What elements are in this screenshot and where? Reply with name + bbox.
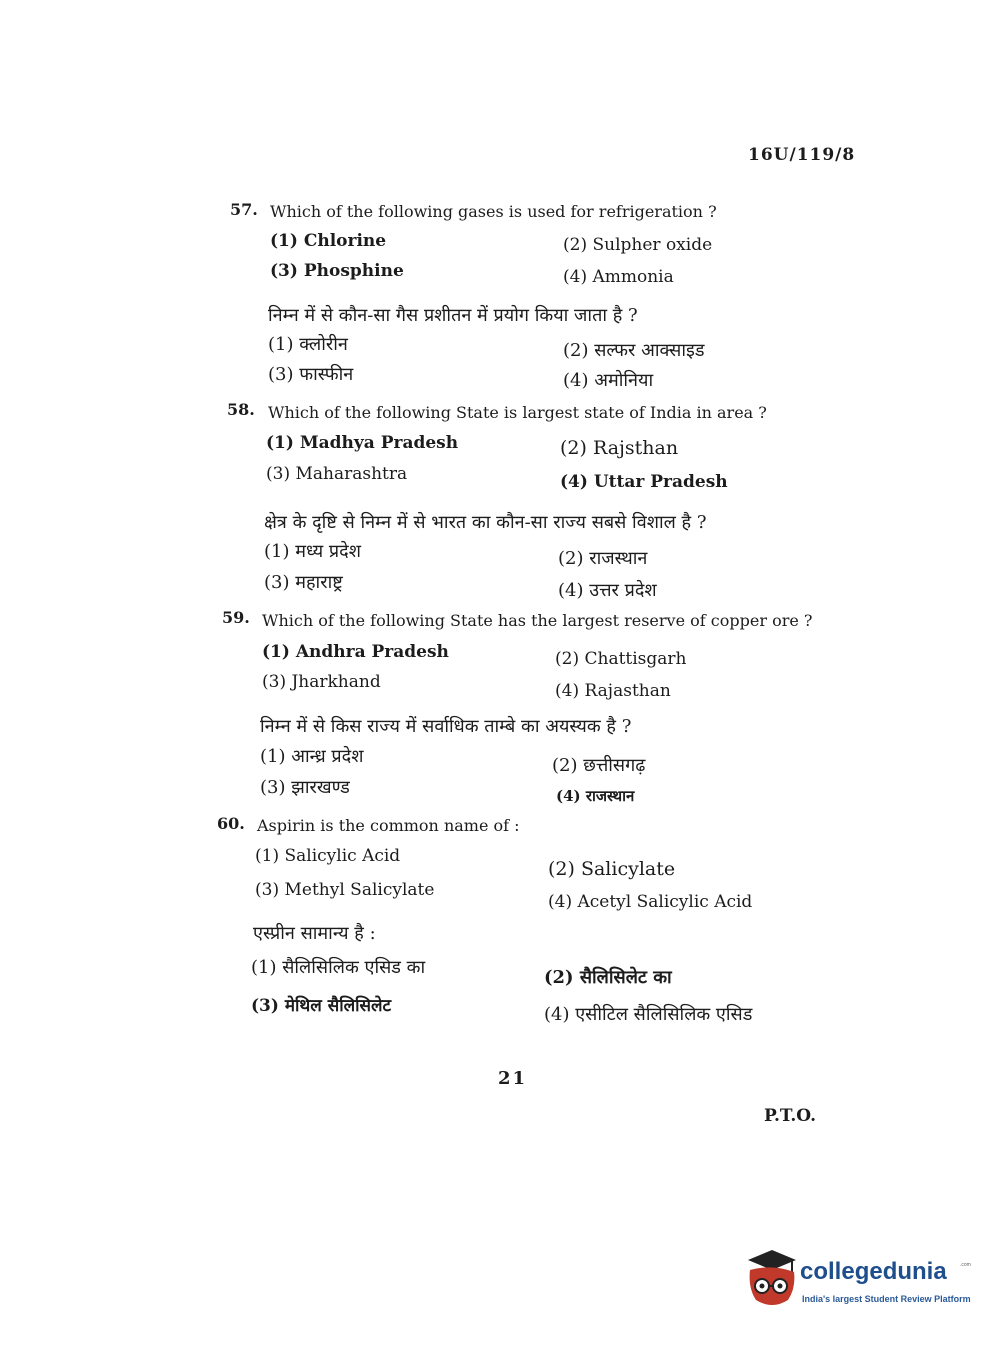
option-en: (4) Ammonia: [563, 267, 674, 287]
option-hi: (4) उत्तर प्रदेश: [558, 580, 657, 601]
option-hi: (3) मेथिल सैलिसिलेट: [251, 996, 392, 1016]
option-hi: (1) मध्य प्रदेश: [264, 541, 361, 562]
option-en: (1) Madhya Pradesh: [266, 433, 459, 453]
option-hi: (1) क्लोरीन: [268, 334, 348, 355]
option-en: (3) Jharkhand: [262, 672, 381, 692]
option-hi: (2) राजस्थान: [558, 548, 648, 569]
option-hi: (3) झारखण्ड: [260, 777, 350, 798]
option-en: (3) Methyl Salicylate: [255, 880, 435, 900]
question-text-en: Aspirin is the common name of :: [257, 816, 520, 835]
logo-tagline: India's largest Student Review Platform: [802, 1294, 971, 1304]
option-en: (4) Rajasthan: [555, 681, 671, 701]
collegedunia-logo: [742, 1248, 971, 1318]
question-text-hi: निम्न में से कौन-सा गैस प्रशीतन में प्रयोग किया जाता है ?: [268, 305, 638, 326]
option-hi: (2) छत्तीसगढ़: [552, 755, 646, 776]
option-en: (1) Andhra Pradesh: [262, 642, 449, 662]
question-number: 59.: [222, 608, 250, 627]
option-hi: (4) अमोनिया: [563, 370, 654, 391]
mascot-icon: [742, 1248, 800, 1310]
option-hi: (4) एसीटिल सैलिसिलिक एसिड: [544, 1004, 753, 1025]
option-hi: (1) सैलिसिलिक एसिड का: [251, 957, 426, 978]
option-hi: (2) सल्फर आक्साइड: [563, 340, 705, 361]
question-number: 57.: [230, 200, 258, 219]
option-en: (4) Uttar Pradesh: [560, 472, 728, 492]
option-hi: (3) महाराष्ट्र: [264, 572, 343, 593]
option-en: (2) Sulpher oxide: [563, 235, 713, 255]
pto-label: P.T.O.: [764, 1106, 816, 1126]
option-hi: (1) आन्ध्र प्रदेश: [260, 746, 364, 767]
page-number: 21: [498, 1068, 528, 1089]
option-en: (4) Acetyl Salicylic Acid: [548, 892, 753, 912]
option-hi: (4) राजस्थान: [556, 787, 635, 805]
question-text-en: Which of the following State is largest state of India in area ?: [268, 403, 767, 422]
logo-domain: .com: [960, 1262, 971, 1268]
question-text-en: Which of the following gases is used for refrigeration ?: [270, 202, 717, 221]
option-en: (3) Maharashtra: [266, 464, 408, 484]
question-text-en: Which of the following State has the largest reserve of copper ore ?: [262, 611, 813, 630]
paper-code: 16U/119/8: [748, 145, 856, 165]
question-text-hi: निम्न में से किस राज्य में सर्वाधिक ताम्बे का अयस्यक है ?: [260, 716, 632, 737]
option-hi: (3) फास्फीन: [268, 364, 354, 385]
option-en: (1) Chlorine: [270, 231, 387, 251]
option-hi: (2) सैलिसिलेट का: [544, 967, 672, 988]
question-number: 58.: [227, 400, 255, 419]
option-en: (1) Salicylic Acid: [255, 846, 401, 866]
question-text-hi: एस्प्रीन सामान्य है :: [253, 923, 376, 944]
option-en: (2) Salicylate: [548, 858, 676, 880]
option-en: (2) Chattisgarh: [555, 649, 687, 669]
logo-brand: collegedunia: [800, 1258, 947, 1285]
option-en: (3) Phosphine: [270, 261, 404, 281]
question-text-hi: क्षेत्र के दृष्टि से निम्न में से भारत का कौन-सा राज्य सबसे विशाल है ?: [264, 512, 707, 533]
option-en: (2) Rajsthan: [560, 437, 679, 459]
question-number: 60.: [217, 814, 245, 833]
